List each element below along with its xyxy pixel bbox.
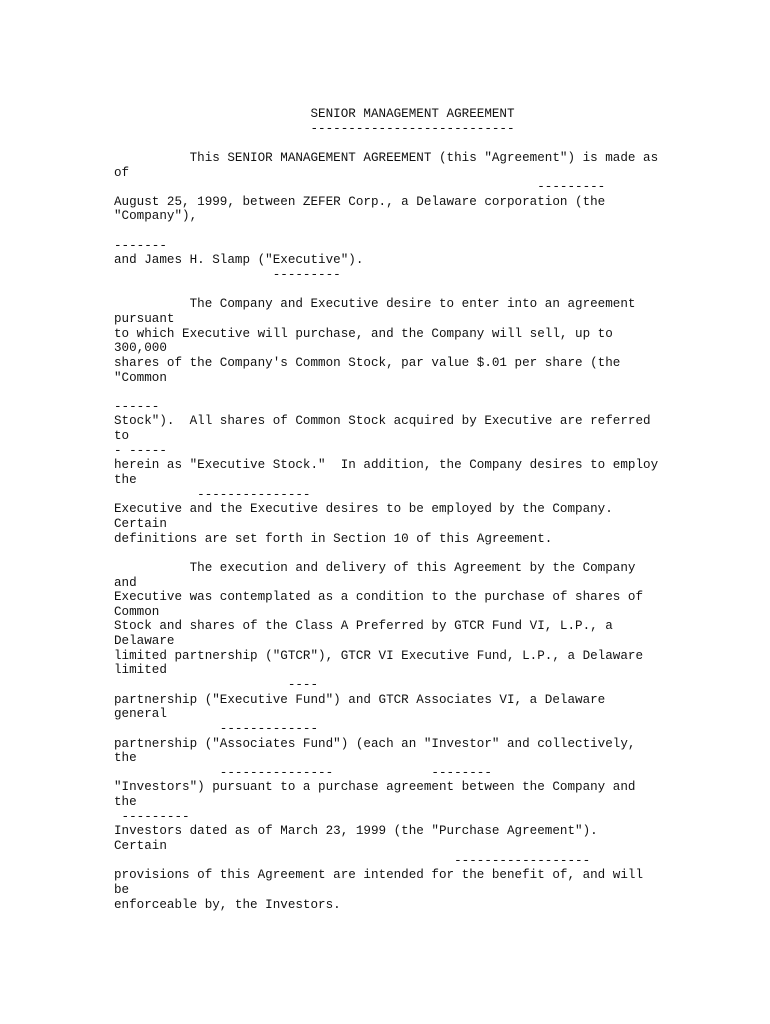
text-line: partnership ("Executive Fund") and GTCR Associates VI, a Delaware — [114, 692, 606, 707]
text-line: the — [114, 795, 137, 810]
text-line: Common — [114, 604, 160, 619]
text-line: Certain — [114, 839, 167, 854]
text-line: --------------- — [114, 487, 311, 502]
text-line: and James H. Slamp ("Executive"). — [114, 253, 364, 268]
text-line: limited partnership ("GTCR"), GTCR VI Executive Fund, L.P., a Delaware — [114, 648, 644, 663]
text-line: to which Executive will purchase, and the Company will sell, up to — [114, 326, 613, 341]
text-line: herein as "Executive Stock." In addition, the Company desires to employ — [114, 458, 659, 473]
text-line: the — [114, 751, 137, 766]
text-line: definitions are set forth in Section 10 of this Agreement. — [114, 531, 553, 546]
text-line: ------------- — [114, 721, 319, 736]
text-line: ------------------ — [114, 853, 591, 868]
text-line: --------- — [114, 180, 606, 195]
text-line: Certain — [114, 516, 167, 531]
text-line: 300,000 — [114, 341, 167, 356]
text-line: Stock and shares of the Class A Preferred by GTCR Fund VI, L.P., a — [114, 619, 613, 634]
text-line — [114, 283, 754, 298]
text-line: Executive was contemplated as a condition to the purchase of shares of — [114, 590, 644, 605]
text-line: shares of the Company's Common Stock, par value $.01 per share (the — [114, 355, 621, 370]
text-line: - ----- — [114, 443, 167, 458]
text-line: be — [114, 882, 130, 897]
text-line: SENIOR MANAGEMENT AGREEMENT — [114, 107, 515, 121]
text-line: ------- — [114, 238, 167, 253]
text-line: --------- — [114, 268, 341, 283]
text-line — [114, 385, 754, 400]
text-line: pursuant — [114, 311, 175, 326]
text-line: provisions of this Agreement are intended for the benefit of, and will — [114, 868, 644, 883]
text-line: --------------- -------- — [114, 765, 492, 780]
text-line: "Common — [114, 370, 167, 385]
text-line: the — [114, 473, 137, 488]
text-line: limited — [114, 663, 167, 678]
text-line — [114, 136, 754, 151]
text-line: "Company"), — [114, 209, 198, 224]
text-line: ------ — [114, 399, 160, 414]
text-line: general — [114, 707, 167, 722]
text-line: to — [114, 429, 130, 444]
text-line: This SENIOR MANAGEMENT AGREEMENT (this "Agreement") is made as — [114, 150, 659, 165]
text-line: Investors dated as of March 23, 1999 (the "Purchase Agreement"). — [114, 824, 598, 839]
text-line: The execution and delivery of this Agreement by the Company — [114, 560, 636, 575]
text-line: Executive and the Executive desires to be employed by the Company. — [114, 502, 613, 517]
text-line: enforceable by, the Investors. — [114, 897, 341, 912]
text-line: ---- — [114, 677, 319, 692]
text-line — [114, 546, 754, 561]
text-line: and — [114, 575, 137, 590]
text-line: --------------------------- — [114, 121, 515, 136]
text-line: August 25, 1999, between ZEFER Corp., a Delaware corporation (the — [114, 194, 606, 209]
text-line: The Company and Executive desire to enter into an agreement — [114, 297, 636, 312]
text-line: "Investors") pursuant to a purchase agreement between the Company and — [114, 780, 636, 795]
text-line: of — [114, 165, 130, 180]
text-line: Delaware — [114, 634, 175, 649]
agreement-text — [114, 107, 754, 912]
text-line: --------- — [114, 809, 190, 824]
text-line: Stock"). All shares of Common Stock acquired by Executive are referred — [114, 414, 651, 429]
text-line: partnership ("Associates Fund") (each an "Investor" and collectively, — [114, 736, 636, 751]
text-line — [114, 224, 754, 239]
